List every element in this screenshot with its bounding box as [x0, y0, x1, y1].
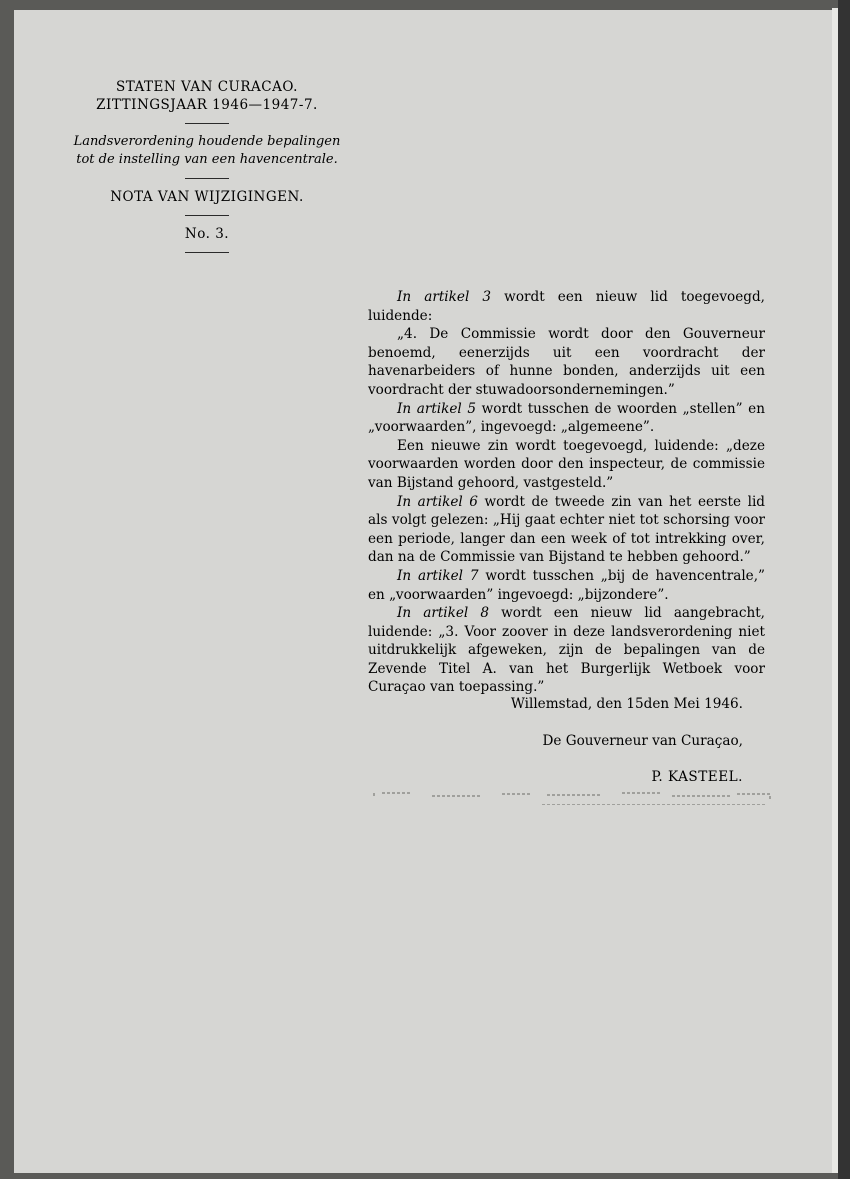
subject-line-2: tot de instelling van een havencentrale.: [76, 152, 338, 167]
header-rule: [185, 252, 229, 253]
amendment-paragraph: [368, 400, 765, 437]
subject-line-1: Landsverordening houdende bepalingen: [73, 134, 341, 149]
article-ref: In artikel 7: [397, 567, 479, 584]
assembly-name: STATEN VAN CURACAO.: [116, 79, 298, 95]
amendment-paragraph: [368, 288, 765, 325]
amendment-paragraph: [368, 567, 765, 604]
page-edge: [832, 8, 838, 1173]
amendment-paragraph: „4. De Commissie wordt door den Gouverneur benoemd, eenerzijds uit een voordracht der havenarbeiders of hunne bonden, anderzijds uit een voordracht der stuwadoorsondernemingen.”: [368, 326, 765, 398]
paragraph-text: wordt een nieuw lid aangebracht, luidende: „3. Voor zoover in deze landsverordening niet uitdrukkelijk afgeweken, zijn de bepalingen van de Zevende Titel A. van het Burgerlijk Wetboek voor Curaçao van toepassing.”: [368, 605, 765, 696]
signature-name: P. KASTEEL.: [651, 769, 743, 785]
header-rule: [185, 123, 229, 124]
place-date: Willemstad, den 15den Mei 1946.: [510, 696, 743, 712]
paragraph-text: wordt tusschen „bij de havencentrale,” en „voorwaarden” ingevoegd: „bijzondere”.: [368, 567, 765, 603]
document-header: [62, 78, 352, 262]
paragraph-text: wordt de tweede zin van het eerste lid als volgt gelezen: „Hij gaat echter niet tot schorsing voor een periode, langer dan een week of tot intrekking over, dan na de Commissie van Bijstand te hebben gehoord.”: [368, 493, 765, 566]
decorative-dash-line: [372, 791, 772, 805]
amendment-paragraph: Een nieuwe zin wordt toegevoegd, luidende: „deze voorwaarden worden door den inspecteur, de commissie van Bijstand gehoord, vastgesteld.”: [368, 437, 765, 491]
amendment-paragraph: [368, 604, 765, 697]
scan-edge-dark: [838, 0, 850, 1179]
session-year: ZITTINGSJAAR 1946—1947-7.: [96, 97, 318, 113]
amendments-text: [368, 288, 765, 697]
nota-title: NOTA VAN WIJZIGINGEN.: [110, 189, 304, 205]
article-ref: In artikel 8: [397, 605, 490, 622]
header-rule: [185, 178, 229, 179]
article-ref: In artikel 3: [397, 289, 492, 305]
header-rule: [185, 215, 229, 216]
signatory-title: De Gouverneur van Curaçao,: [542, 733, 743, 749]
article-ref: In artikel 6: [397, 493, 478, 510]
article-ref: In artikel 5: [397, 400, 477, 417]
paragraph-text: wordt een nieuw lid toegevoegd, luidende:: [368, 289, 765, 324]
document-number: No. 3.: [184, 226, 230, 242]
amendment-paragraph: [368, 493, 765, 567]
paragraph-text: wordt tusschen de woorden „stellen” en „voorwaarden”, ingevoegd: „algemeene”.: [368, 400, 765, 436]
